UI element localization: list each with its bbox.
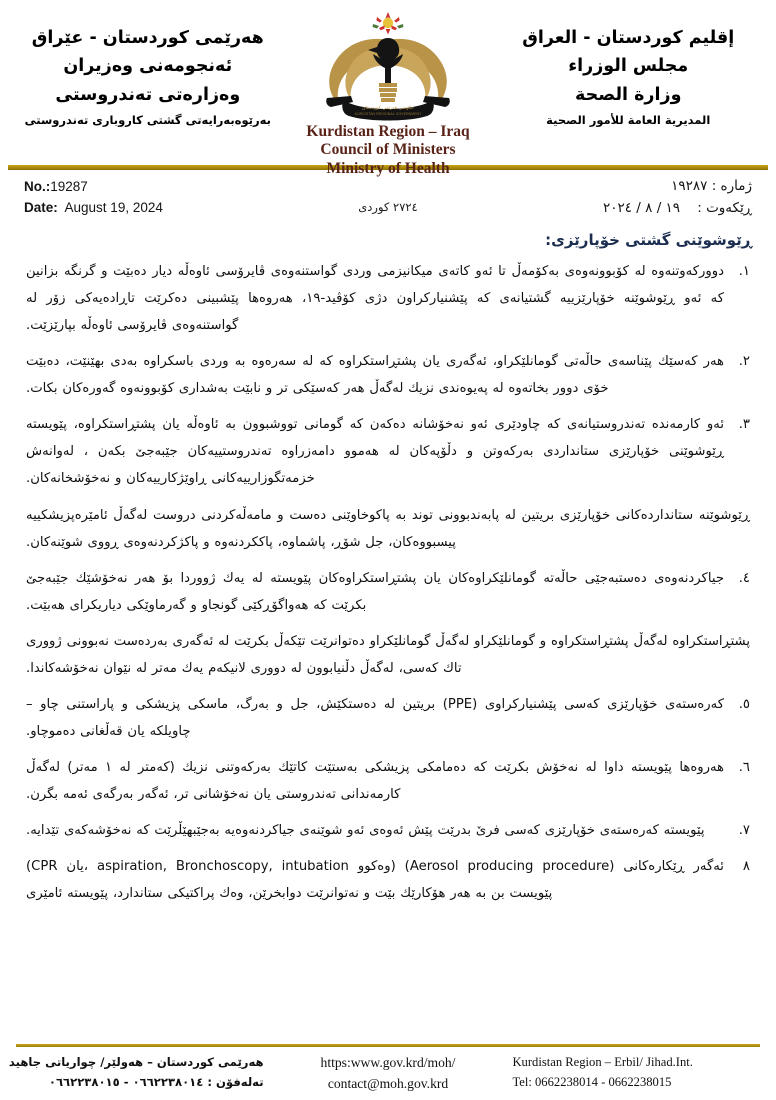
letterhead-arabic-subtitle: المديرية العامة للأمور الصحية xyxy=(546,113,711,128)
paragraph-text: پشتڕاستكراوە لەگەڵ پشتڕاستكراوە و گومانلێكراو لەگەڵ گومانلێكراو دەتوانرێت تێكەڵ بكرێت لە ئەگەرى بەردەست نەبوونى ژوورى تاك كەسى، لەگەڵ دڵنيابوون لە دوورى لانيكەم يەك مەتر لە نێوان نەخۆشەكاندا. xyxy=(26,633,750,676)
list-item-number: ١. xyxy=(738,264,750,279)
list-item-number: ٦. xyxy=(738,760,750,775)
reference-date-value-en: August 19, 2024 xyxy=(64,199,163,215)
reference-number-value-en: 19287 xyxy=(50,179,88,194)
paragraph-block xyxy=(26,502,750,556)
document-title: ڕێوشوێنى گشتى خۆپارێزى: xyxy=(545,231,752,249)
list-item-number: ٥. xyxy=(738,696,750,712)
letterhead xyxy=(0,0,776,177)
list-item xyxy=(26,754,750,808)
footer-email-link[interactable]: contact@moh.gov.krd xyxy=(327,1075,449,1091)
paragraph-block xyxy=(26,628,750,682)
reference-date-ku xyxy=(603,198,752,220)
letterhead-kurdish-line-1: هەرێمى كوردستان - عێراق xyxy=(31,28,264,48)
list-item-text: ئەگەر ڕێكارەكانى (Aerosol producing procedure) (وەكوو aspiration, Bronchoscopy, intubation ،يان CPR) پێويست بن بە هەر هۆكارێك بێت و نەتوانرێت دوابخرێن، وەك پراكتيكى ستاندارد، پێويستە ئامێرى xyxy=(26,859,724,902)
footer xyxy=(0,1044,776,1100)
list-item xyxy=(26,258,750,339)
list-item-text: ئەو كارمەندە تەندروستيانەى كە چاودێرى ئەو نەخۆشانە دەكەن كە گومانى تووشبوون بە ئاوەڵە يان پشتڕاستكراوە، پێويستە ڕێوشوێنى خۆپارێزى ستانداردى بەركەوتن و دڵۆپەكان لە هەموو دامەزراوە تەندروستييەكان جێبەجێ بكەن ، لەوانەش خزمەتگوزارييەكانى ڕاوێژكارييەكان و نەخۆشخانەكان. xyxy=(26,417,724,487)
reference-number-label-ku: ژمارە : xyxy=(711,178,752,194)
reference-number-en xyxy=(24,177,163,198)
emblem-caption-line-1: Kurdistan Region – Iraq xyxy=(306,123,470,140)
emblem-caption-line-3: Ministry of Health xyxy=(326,159,450,177)
letterhead-kurdish-line-3: وەزارەتى تەندروستى xyxy=(55,84,241,105)
reference-date-label-ku: ڕێكەوت : xyxy=(697,199,752,216)
footer-contact xyxy=(267,1053,509,1094)
letterhead-kurdish-line-2: ئەنجومەنى وەزيران xyxy=(63,56,233,77)
reference-number-ku xyxy=(603,176,752,198)
footer-english-phone: Tel: 0662238014 - 0662238015 xyxy=(512,1074,672,1089)
footer-gold-divider xyxy=(16,1044,760,1047)
list-item xyxy=(26,853,750,907)
emblem-caption-line-2: Council of Ministers xyxy=(320,141,456,159)
list-item-text: هەروەها پێويستە داوا لە نەخۆش بكرێت كە دەمامكى پزيشكى بەستێت كاتێك بەركەوتنى نزيك (كەمتر لە ١ مەتر) لەگەڵ كارمەندانى تەندروستى يان نەخۆشانى تر، ئەگەر بەرگەى ئەمە بگرن. xyxy=(26,760,725,803)
footer-english-address: Kurdistan Region – Erbil/ Jihad.Int. xyxy=(512,1055,693,1070)
reference-date-label-en: Date: xyxy=(24,199,58,215)
list-item-text: پێويستە كەرەستەى خۆپارێزى كەسى فرێ بدرێت پێش ئەوەى ئەو شوێنەى جياكردنەوەيە بەجێبهێڵرێت كە نەخۆشەكەى تێدايە. xyxy=(26,823,705,839)
list-item-text: كەرەستەى خۆپارێزى كەسى پێشنياركراوى (PPE) بريتين لە دەستكێش، جل و بەرگ، ماسكى پزيشكى و پاراستنى چاو – چاويلكە يان قەڵغانى دەموچاو. xyxy=(26,696,724,739)
reference-block xyxy=(0,170,776,228)
footer-columns xyxy=(8,1053,762,1094)
svg-text:حكومتى هەرێمى كوردستان: حكومتى هەرێمى كوردستان xyxy=(361,106,415,111)
footer-kurdish-address: هەرێمى كوردستان – هەولێر/ چوارياتى جاهيد xyxy=(8,1055,264,1070)
list-item xyxy=(26,411,750,492)
footer-kurdish-phone: تەلەفۆن : ٠٦٦٢٢٣٨٠١٤ - ٠٦٦٢٢٣٨٠١٥ xyxy=(48,1075,264,1090)
letterhead-arabic-line-3: وزارة الصحة xyxy=(574,84,682,105)
letterhead-arabic xyxy=(502,8,754,129)
list-item-number: ٨ xyxy=(742,859,750,875)
list-item-number: ٤. xyxy=(738,570,750,586)
reference-date-value-ku: ١٩ / ٨ / ٢٠٢٤ xyxy=(602,199,681,216)
footer-website-link[interactable]: https:www.gov.krd/moh/ xyxy=(320,1055,456,1071)
svg-text:KURDISTAN REGIONAL GOVERNMENT: KURDISTAN REGIONAL GOVERNMENT xyxy=(354,112,422,116)
list-item-number: ٢. xyxy=(738,354,750,370)
emblem-block xyxy=(274,8,503,178)
letterhead-arabic-line-1: إقليم كوردستان - العراق xyxy=(522,28,735,48)
reference-kurdish-calendar: ٢٧٢٤ كوردى xyxy=(358,200,418,214)
list-item xyxy=(26,348,750,402)
footer-kurdish xyxy=(8,1053,264,1093)
reference-number-label-en: No.: xyxy=(24,179,51,194)
list-item xyxy=(26,565,750,619)
letterhead-arabic-line-2: مجلس الوزراء xyxy=(568,56,689,77)
letterhead-kurdish-subtitle: بەرێوەبەرايەتى گشتى كاروبارى تەندروستى xyxy=(24,113,271,128)
kurdistan-eagle-sun-emblem xyxy=(313,10,463,122)
reference-kurdish xyxy=(603,176,752,220)
list-item-text: جياكردنەوەى دەستبەجێى حاڵەتە گومانلێكراوەكان يان پشتڕاستكراوەكان پێويستە لە يەك ژووردا بۆ هەر نەخۆشێك جێبەجێ بكرێت كە هەواگۆڕكێى گونجاو و گەرماوێكى دياريكراى هەبێت. xyxy=(26,570,724,613)
list-item-text: دووركەوتنەوە لە كۆبوونەوەى بەكۆمەڵ تا ئەو كاتەى ميكانيزمى وردى گواستنەوەى ڤايرۆسى ئاوەڵە ديار دەبێت و گرنگە بزانين كە ئەو ڕێوشوێنە خۆپارێزييە گشتيانەى كە پێشنياركراون دژى كۆڤيد-١٩، هەروەها پێشبينى دەكرێت تاڕادەيەكى زۆر لە گواستنەوەى ڤايرۆسى ئاوەڵە بپارێزێت. xyxy=(26,264,724,334)
list-item-number: ٣. xyxy=(738,417,750,433)
list-item xyxy=(26,817,750,844)
list-item-text: هەر كەسێك پێناسەى حاڵەتى گومانلێكراو، ئەگەرى يان پشتڕاستكراوە كە لە سەرەوە بە وردى باسكراوە بەدى بهێنێت، دەبێت خۆى دوور بخاتەوە لە پەيوەندى نزيك لەگەڵ هەر كەسێكى تر و نابێت بەشدارى كۆبوونەوە گەورەكان بكات. xyxy=(26,354,724,397)
list-item xyxy=(26,691,750,745)
reference-number-value-ku: ١٩٢٨٧ xyxy=(671,178,708,194)
letterhead-kurdish xyxy=(22,8,274,129)
paragraph-text: ڕێوشوێنە ستانداردەكانى خۆپارێزى بريتين لە پابەندبوونى توند بە پاكوخاوێنى دەست و مامەڵەكردنى دروست لەگەڵ ئامێرەپزيشكييە پيسبووەكان، جل شۆڕ، پاشماوە، پاككردنەوە و پاكژكردنەوەى ڕووى شوێنەكان. xyxy=(26,507,750,550)
footer-english xyxy=(512,1053,754,1092)
list-item-number: ٧. xyxy=(738,823,750,839)
document-body xyxy=(0,258,776,907)
